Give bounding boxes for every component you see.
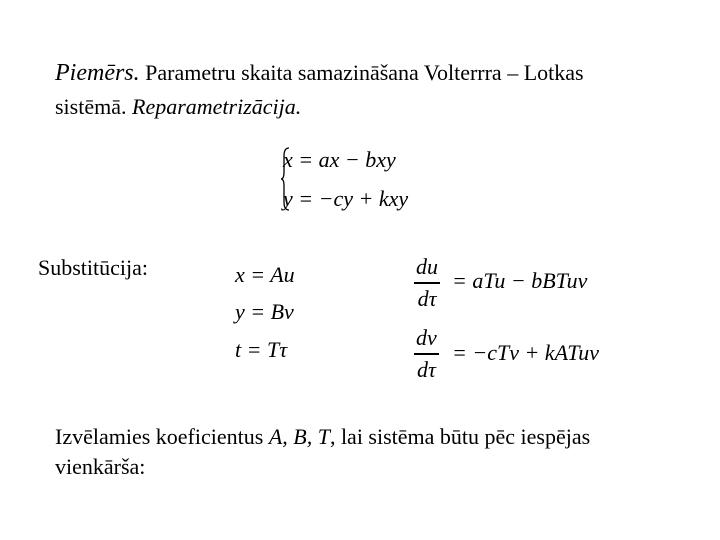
fraction-du-dtau <box>414 254 440 312</box>
equation-u-rhs: = aTu − bBTuv <box>452 268 588 293</box>
fraction-bar <box>414 353 439 355</box>
conclusion-line-1 <box>55 424 590 450</box>
reparametrization-label: Reparametrizācija. <box>132 94 302 119</box>
substitution-eq-t: t = Tτ <box>235 337 288 362</box>
fraction-bar <box>414 282 440 284</box>
substitution-eq-x: x = Au <box>235 262 295 287</box>
substitution-label: Substitūcija: <box>38 255 148 280</box>
conclusion-text-b: , lai sistēma būtu pēc iespējas <box>329 424 591 449</box>
conclusion-vars: A, B, T <box>268 424 330 449</box>
title-text-plain: sistēmā. <box>55 94 127 119</box>
fraction-numerator: dv <box>416 325 437 350</box>
fraction-denominator: dτ <box>416 356 436 382</box>
conclusion-text-a: Izvēlamies koeficientus <box>55 424 269 449</box>
fraction-denominator: dτ <box>417 285 437 311</box>
conclusion-line-2: vienkārša: <box>55 454 146 479</box>
example-label: Piemērs. <box>55 60 140 86</box>
example-title-line <box>55 60 584 87</box>
fraction-numerator: du <box>416 254 438 279</box>
fraction-dv-dtau <box>414 325 439 383</box>
equation-v-rhs: = −cTv + kATuv <box>452 340 599 365</box>
title-text: Parametru skaita samazināšana Volterrra – Lotkas <box>145 60 584 85</box>
system-equation-1: x = ax − bxy <box>283 147 396 172</box>
system-equation-2: y = −cy + kxy <box>283 186 409 211</box>
substitution-eq-y: y = Bv <box>235 299 294 324</box>
title-second-line <box>55 94 301 120</box>
